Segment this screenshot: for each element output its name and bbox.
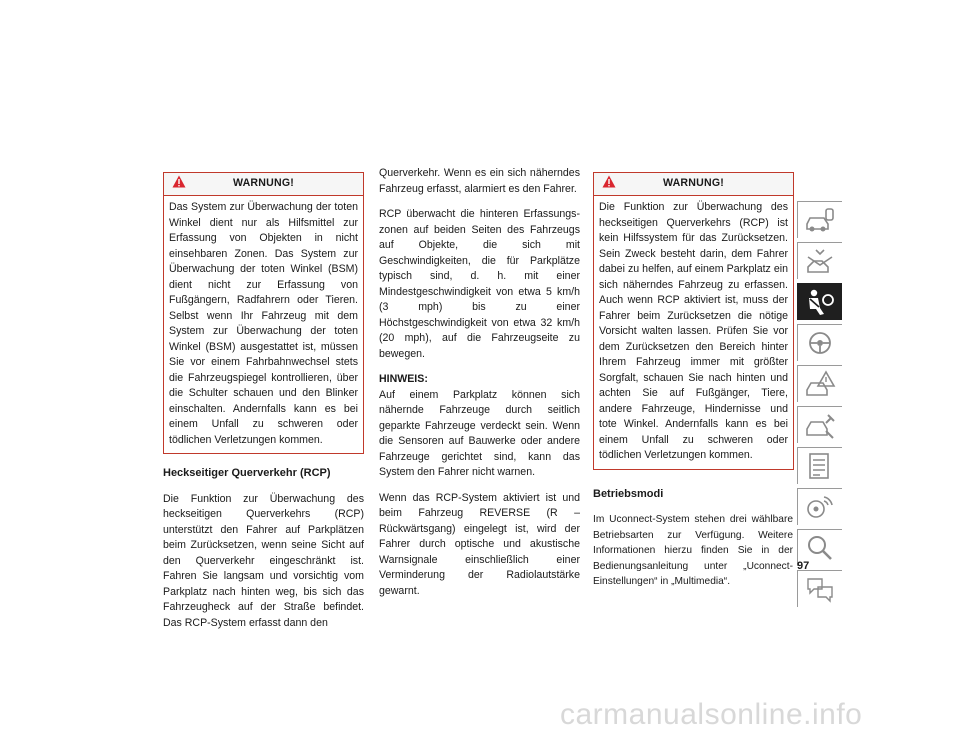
car-key-icon	[804, 206, 836, 234]
rcp-intro-paragraph: Die Funktion zur Überwachung des heckseitigen Querverkehrs (RCP) unterstützt den Fahrer auf Parkplätzen beim Zurücksetzen, wenn seine Sicht auf den Querverkehr eingeschränkt ist. Fahren Sie langsam und vorsichtig vom Parkplatz nach hinten weg, bis sich das Fahrzeugheck auf der Straße befindet. Das RCP-System erfasst dann den	[163, 492, 364, 629]
warning-title: WARNUNG!	[232, 177, 295, 190]
tab-index[interactable]	[797, 570, 842, 607]
tab-safety[interactable]	[797, 283, 842, 320]
multimedia-icon	[804, 493, 836, 521]
warning-body	[594, 196, 793, 469]
watermark: carmanualsonline.info	[560, 698, 863, 731]
note-text: Auf einem Parkplatz können sich nähernde Fahrzeuge durch seitlich geparkte Fahrzeuge verdeckt sein. Wenn die Sensoren auf Bauwerke oder andere Fahrzeuge gerichtet sind, kann das System den Fahrer nicht warnen.	[379, 388, 580, 478]
warning-header	[164, 173, 363, 196]
warning-box-rcp	[593, 172, 794, 470]
warning-text: Das System zur Überwachung der toten Winkel dient nur als Hilfsmittel zur Erfassung von Objekten in nicht einsehbaren Zonen. Das System zur Überwachung der toten Winkel (BSM) dient nicht zur Erfassung von Fußgängern, Radfahrern oder Tieren. Selbst wenn Ihr Fahrzeug mit dem System zur Überwachung der toten Winkel (BSM) ausgestattet ist, müssen Sie vor einem Fahrbahnwechsel stets die Fahrzeugspiegel kontrollieren, über die Schulter schauen und den Blinker einschalten. Andernfalls kann es bei einem Unfall zu schweren oder tödlichen Verletzungen kommen.	[169, 201, 358, 446]
warning-text: Die Funktion zur Überwachung des heckseitigen Querverkehrs (RCP) ist kein Hilfssystem für das Zurücksetzen. Sein Zweck besteht darin, dem Fahrer dabei zu helfen, auf einem Parkplatz ein sich näherndes Fahrzeug zu erfassen. Auch wenn RCP aktiviert ist, muss der Fahrer beim Zurücksetzen die nötige Vorsicht walten lassen. Prüfen Sie vor dem Zurücksetzen den Bereich hinter Ihrem Fahrzeug immer mit größter Sorgfalt, schauen Sie nach hinten und achten Sie auf Fußgänger, Tiere, andere Fahrzeuge, Hindernisse und tote Winkel. Andernfalls kann es bei einem Unfall zu schweren oder tödlichen Verletzungen kommen.	[599, 201, 788, 461]
section-heading-rcp: Heckseitiger Querverkehr (RCP)	[163, 467, 331, 479]
rcp-paragraph-1: Querverkehr. Wenn es ein sich näherndes Fahrzeug erfasst, alarmiert es den Fahrer.	[379, 167, 580, 195]
warning-triangle-icon	[602, 175, 616, 188]
rcp-paragraph-2: RCP überwacht die hinteren Erfassungszonen auf beiden Seiten des Fahrzeugs auf Objekte, die sich mit Geschwindigkeiten, die für Parkplätze typisch sind, d. h. mit einer Mindestgeschwindigkeit von etwa 5 km/h (3 mph) bis zu einer Höchstgeschwindigkeit von etwa 32 km/h (20 mph), auf die Fahrzeugseite zu bewegen.	[379, 208, 580, 360]
warning-triangle-icon	[172, 175, 186, 188]
tab-multimedia[interactable]	[797, 488, 842, 525]
note-heading: HINWEIS:	[379, 373, 428, 385]
tab-starting-driving[interactable]	[797, 324, 842, 361]
search-icon	[804, 534, 836, 562]
tab-dashboard[interactable]	[797, 242, 842, 279]
dashboard-light-icon	[804, 247, 836, 275]
section-heading-modes: Betriebsmodi	[593, 487, 664, 500]
tab-servicing[interactable]	[797, 406, 842, 443]
warning-body	[164, 196, 363, 453]
checklist-icon	[804, 452, 836, 480]
left-column	[163, 172, 364, 641]
language-icon	[804, 575, 836, 603]
seatbelt-airbag-icon	[804, 288, 836, 316]
page-number: 97	[797, 560, 810, 572]
warning-box-bsm	[163, 172, 364, 454]
tab-technical-specifications[interactable]	[797, 447, 842, 484]
right-column	[593, 172, 793, 600]
steering-wheel-icon	[804, 329, 836, 357]
car-service-icon	[804, 411, 836, 439]
chapter-tabs	[797, 201, 842, 611]
warning-header	[594, 173, 793, 196]
tab-getting-to-know-vehicle[interactable]	[797, 201, 842, 238]
modes-paragraph: Im Uconnect-System stehen drei wählbare Betriebsarten zur Verfügung. Weitere Informationen hierzu finden Sie in der Bedienungsanleitung unter „Uconnect-Einstellungen“ in „Multimedia“.	[593, 514, 793, 587]
rcp-paragraph-3: Wenn das RCP-System aktiviert ist und beim Fahrzeug REVERSE (R – Rückwärtsgang) eingelegt ist, wird der Fahrer durch optische und akustische Warnsignale einschließlich einer Verminderung der Radiolautstärke gewarnt.	[379, 491, 580, 597]
tab-emergency[interactable]	[797, 365, 842, 402]
warning-title: WARNUNG!	[662, 177, 725, 190]
middle-column	[379, 166, 580, 609]
warning-car-icon	[804, 370, 836, 398]
